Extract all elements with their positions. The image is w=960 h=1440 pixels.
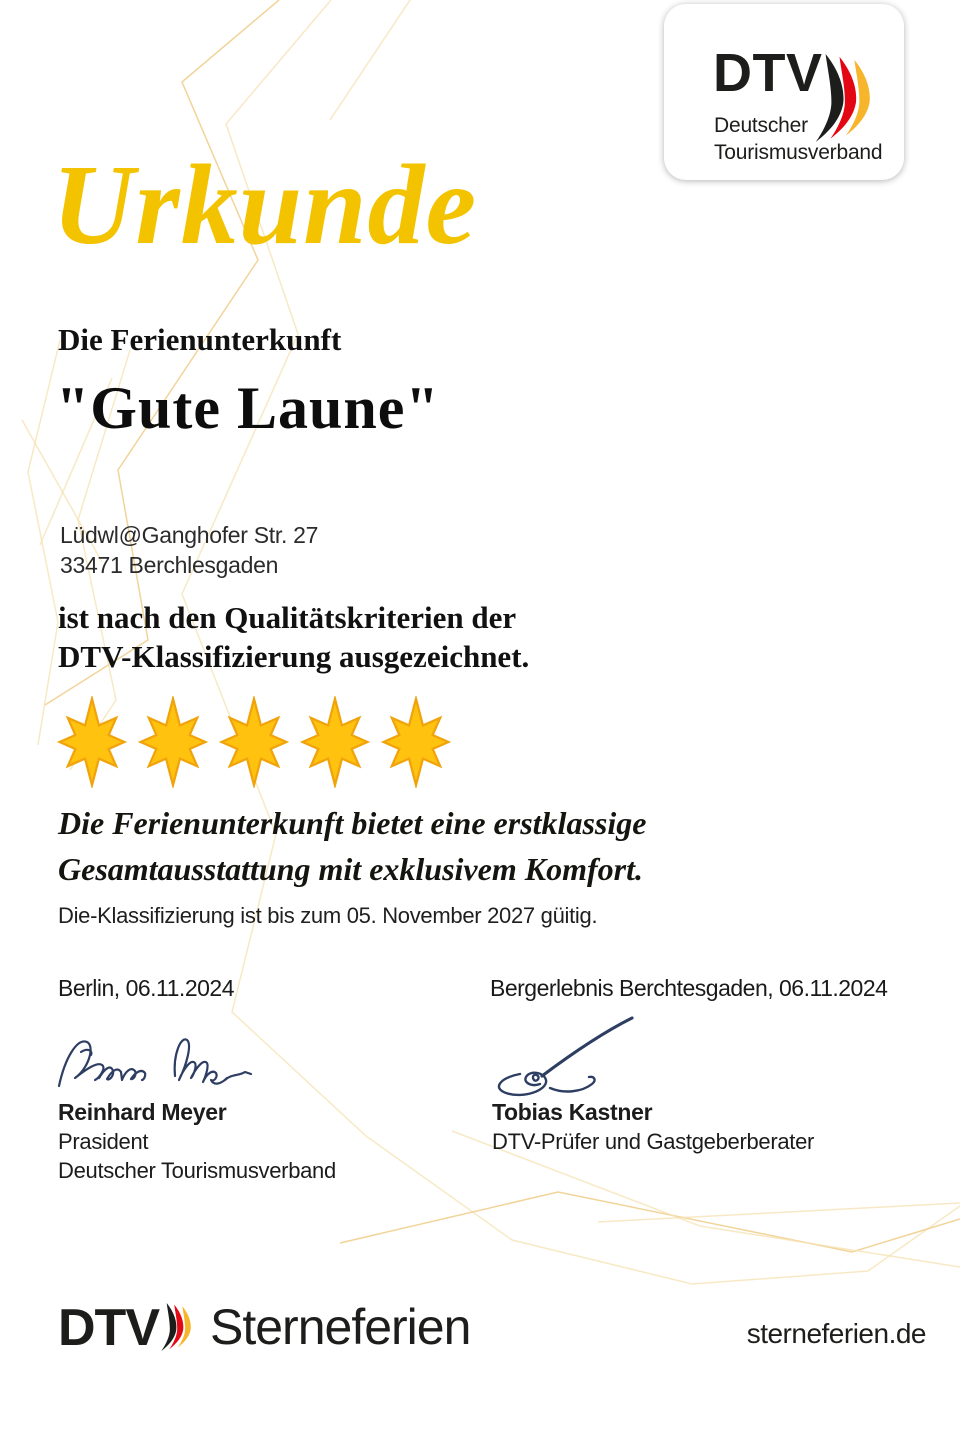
- place-date-right: Bergerlebnis Berchtesgaden, 06.11.2024: [490, 975, 888, 1001]
- footer-website: sterneferien.de: [746, 1318, 926, 1349]
- property-address: [60, 520, 318, 580]
- signer-right-role: DTV-Prüfer und Gastgeberberater: [492, 1129, 815, 1154]
- footer-brand-name: Sterneferien: [210, 1299, 471, 1355]
- classification-star-icon: [218, 696, 290, 788]
- signer-right: [492, 1098, 814, 1156]
- signature-reinhard-meyer: [55, 1028, 265, 1103]
- description-line2: Gesamtausstattung mit exklusivem Komfort.: [58, 851, 643, 887]
- footer-dtv-acronym: DTV: [58, 1299, 159, 1357]
- description-line1: Die Ferienunterkunft bietet eine erstklassige: [58, 805, 647, 841]
- star-rating: [56, 696, 452, 788]
- dtv-logo-subtitle: [714, 112, 882, 166]
- intro-label: Die Ferienunterkunft: [58, 322, 342, 357]
- signature-tobias-kastner: [490, 1012, 655, 1107]
- address-line1: Lüdwl@Ganghofer Str. 27: [60, 522, 319, 548]
- signer-left: [58, 1098, 336, 1185]
- signer-left-role: Prasident: [58, 1129, 149, 1154]
- footer-dtv-chevrons-icon: [160, 1303, 200, 1351]
- dtv-logo-subtitle-line2: Tourismusverband: [714, 141, 883, 164]
- statement-line1: ist nach den Qualitätskriterien der: [58, 600, 517, 635]
- validity-note: Die-Klassifizierung ist bis zum 05. November 2027 güitig.: [58, 903, 598, 928]
- classification-star-icon: [56, 696, 128, 788]
- classification-star-icon: [299, 696, 371, 788]
- certificate-title: Urkunde: [52, 141, 478, 268]
- address-line2: 33471 Berchlesgaden: [60, 552, 279, 578]
- signer-left-organization: Deutscher Tourismusverband: [58, 1158, 336, 1183]
- signer-left-name: Reinhard Meyer: [58, 1099, 227, 1125]
- classification-star-icon: [137, 696, 209, 788]
- dtv-logo-acronym: DTV: [713, 43, 823, 103]
- dtv-logo-box: [664, 4, 904, 180]
- classification-statement: [58, 598, 529, 676]
- place-date-left: Berlin, 06.11.2024: [58, 975, 234, 1001]
- dtv-logo-subtitle-line1: Deutscher: [714, 114, 808, 137]
- statement-line2: DTV-Klassifizierung ausgezeichnet.: [58, 639, 530, 674]
- signer-right-name: Tobias Kastner: [492, 1099, 653, 1125]
- property-name: "Gute Laune": [56, 375, 440, 441]
- classification-star-icon: [380, 696, 452, 788]
- rating-description: [58, 800, 646, 892]
